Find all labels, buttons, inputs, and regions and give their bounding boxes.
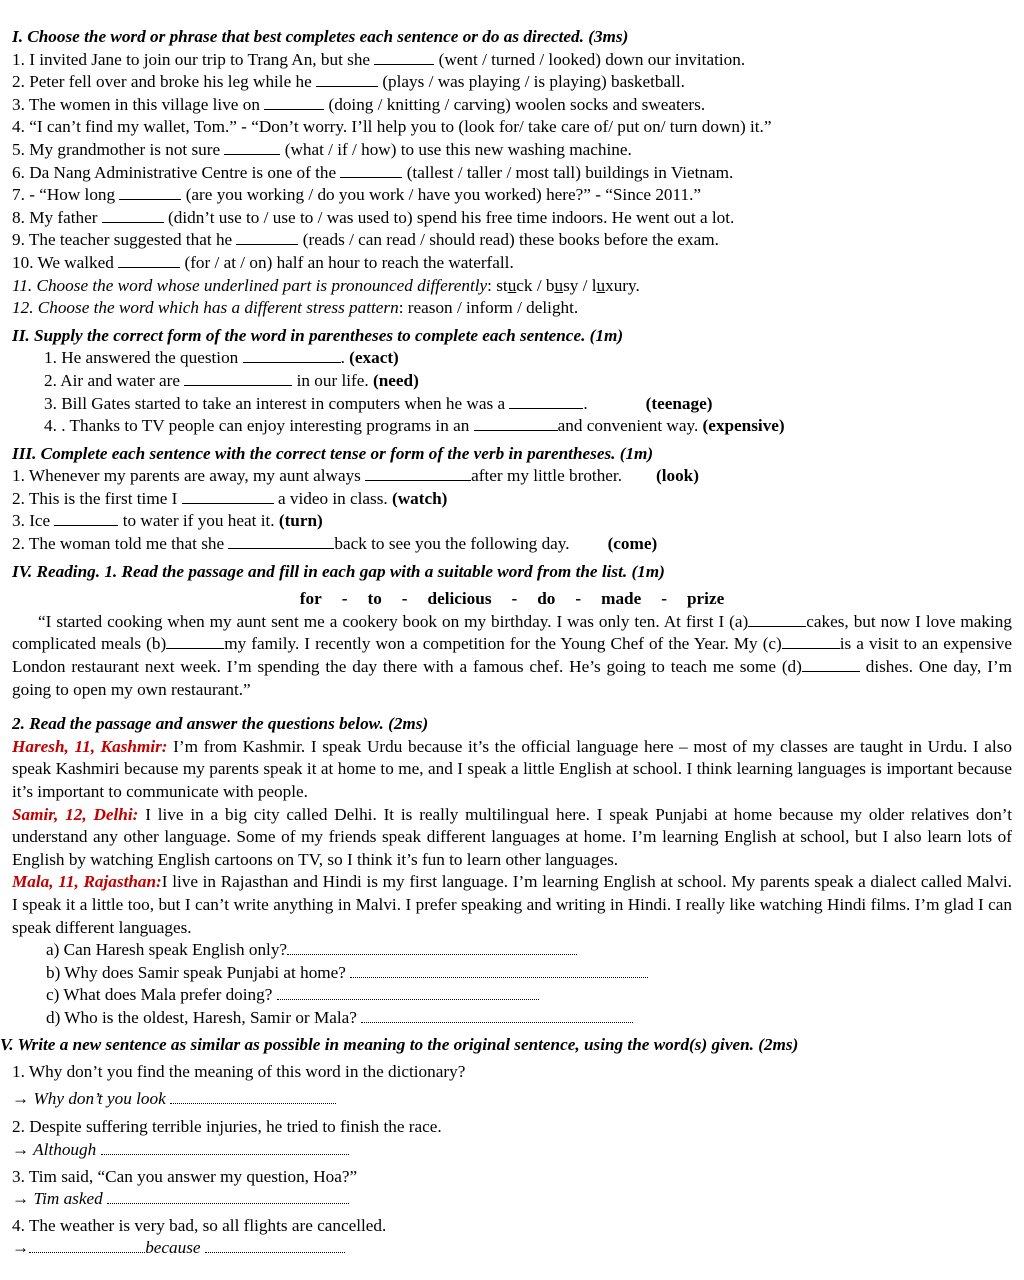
s3-question-2: 2. This is the first time I a video in class. (watch) bbox=[12, 488, 448, 508]
s1-question-6: 6. Da Nang Administrative Centre is one of the (tallest / taller / most tall) buildings in Vietnam. bbox=[12, 162, 734, 182]
s1-question-9: 9. The teacher suggested that he (reads / can read / should read) these books before the exam. bbox=[12, 230, 719, 250]
s1-question-11: 11. Choose the word whose underlined part is pronounced differently: stuck / busy / luxury. bbox=[12, 275, 640, 295]
section-4-heading: IV. Reading. 1. Read the passage and fill in each gap with a suitable word from the list. (1m) bbox=[12, 561, 665, 581]
s5-answer-2: → Although bbox=[12, 1139, 1012, 1162]
word-do: do bbox=[537, 589, 556, 609]
s5-answer-1: → Why don’t you look bbox=[12, 1088, 1012, 1111]
s1-question-1: 1. I invited Jane to join our trip to Trang An, but she (went / turned / looked) down our invitation. bbox=[12, 49, 746, 69]
s2-question-3: 3. Bill Gates started to take an interest in computers when he was a . (teenage) bbox=[44, 393, 713, 413]
s3-question-4: 2. The woman told me that she back to see you the following day. (come) bbox=[12, 534, 658, 554]
name-haresh: Haresh, 11, Kashmir: bbox=[12, 736, 168, 756]
reading-question-d: d) Who is the oldest, Haresh, Samir or Mala? bbox=[12, 1007, 1012, 1030]
s5-answer-3: → Tim asked bbox=[12, 1188, 1012, 1211]
s1-question-3: 3. The women in this village live on (doing / knitting / carving) woolen socks and sweaters. bbox=[12, 94, 706, 114]
reading-2-heading: 2. Read the passage and answer the questions below. (2ms) bbox=[12, 714, 429, 734]
word-made: made bbox=[601, 589, 642, 609]
reading-question-b: b) Why does Samir speak Punjabi at home? bbox=[12, 962, 1012, 985]
section-1-heading: I. Choose the word or phrase that best completes each sentence or do as directed. (3ms) bbox=[12, 27, 629, 46]
section-2-heading: II. Supply the correct form of the word in parentheses to complete each sentence. (1m) bbox=[12, 325, 624, 345]
s3-question-1: 1. Whenever my parents are away, my aunt always after my little brother. (look) bbox=[12, 466, 699, 486]
reading-question-c: c) What does Mala prefer doing? bbox=[12, 984, 1012, 1007]
section-3-heading: III. Complete each sentence with the correct tense or form of the verb in parentheses. (1m) bbox=[12, 443, 654, 463]
s5-question-2: 2. Despite suffering terrible injuries, he tried to finish the race. bbox=[12, 1117, 442, 1137]
s1-question-8: 8. My father (didn’t use to / use to / was used to) spend his free time indoors. He went out a lot. bbox=[12, 207, 735, 227]
s2-question-2: 2. Air and water are in our life. (need) bbox=[44, 370, 419, 390]
s3-question-3: 3. Ice to water if you heat it. (turn) bbox=[12, 511, 323, 531]
s5-question-4: 4. The weather is very bad, so all flights are cancelled. bbox=[12, 1215, 387, 1235]
s1-question-4: 4. “I can’t find my wallet, Tom.” - “Don’t worry. I’ll help you to (look for/ take care of/ put on/ turn down) it.” bbox=[12, 117, 772, 137]
s5-question-1: 1. Why don’t you find the meaning of this word in the dictionary? bbox=[12, 1062, 466, 1082]
name-mala: Mala, 11, Rajasthan: bbox=[12, 872, 162, 892]
word-list: for - to - delicious - do - made - prize bbox=[12, 588, 1012, 611]
s2-question-1: 1. He answered the question . (exact) bbox=[44, 348, 399, 368]
s1-question-10: 10. We walked (for / at / on) half an hour to reach the waterfall. bbox=[12, 252, 514, 272]
s1-question-5: 5. My grandmother is not sure (what / if / how) to use this new washing machine. bbox=[12, 139, 632, 159]
s1-question-12: 12. Choose the word which has a different stress pattern: reason / inform / delight. bbox=[12, 298, 579, 318]
section-5-heading: V. Write a new sentence as similar as possible in meaning to the original sentence, using the word(s) given. (2ms) bbox=[0, 1034, 799, 1054]
passage-mala: Mala, 11, Rajasthan:I live in Rajasthan and Hindi is my first language. I’m learning English at school. My parents speak a dialect called Malvi. I speak it a little too, but I can’t write anything in Malvi. I prefer speaking and writing in Hindi. I really like watching Hindi films. I’m glad I can speak different languages. bbox=[12, 872, 1012, 937]
cloze-passage: “I started cooking when my aunt sent me a cookery book on my birthday. I was only ten. At first I (a) cakes, but now I love making complicated meals (b) my family. I recently won a competition for the Young Chef of the Year. My (c) is a visit to an expensive London restaurant next week. I’m spending the day there with a famous chef. He’s going to teach me some (d) dishes. One day, I’m going to open my own restaurant.” bbox=[12, 611, 1013, 699]
s5-answer-4: → because bbox=[12, 1237, 1012, 1260]
word-to: to bbox=[367, 589, 382, 609]
word-for: for bbox=[299, 589, 322, 609]
word-delicious: delicious bbox=[427, 589, 492, 609]
reading-question-a: a) Can Haresh speak English only? bbox=[12, 939, 1012, 962]
word-prize: prize bbox=[686, 589, 725, 609]
passage-haresh: Haresh, 11, Kashmir: I’m from Kashmir. I speak Urdu because it’s the official language here – most of my classes are taught in Urdu. I also speak Kashmiri because my parents speak it at home to me, and I speak a little English at school. I think learning languages is important because it’s important to communicate with people. bbox=[12, 736, 1012, 801]
s2-question-4: 4. . Thanks to TV people can enjoy interesting programs in an and convenient way. (expensive) bbox=[44, 416, 785, 436]
name-samir: Samir, 12, Delhi: bbox=[12, 804, 139, 824]
s5-question-3: 3. Tim said, “Can you answer my question, Hoa?” bbox=[12, 1166, 358, 1186]
passage-samir: Samir, 12, Delhi: I live in a big city called Delhi. It is really multilingual here. I speak Punjabi at home because my older relatives don’t understand any other language. Some of my friends speak different languages at home. I’m learning English at school, but I also learn lots of English by watching English cartoons on TV, so I think it’s fun to learn other languages. bbox=[12, 804, 1012, 869]
s1-question-2: 2. Peter fell over and broke his leg while he (plays / was playing / is playing) basketball. bbox=[12, 72, 685, 92]
s1-question-7: 7. - “How long (are you working / do you work / have you worked) here?” - “Since 2011.” bbox=[12, 185, 702, 205]
